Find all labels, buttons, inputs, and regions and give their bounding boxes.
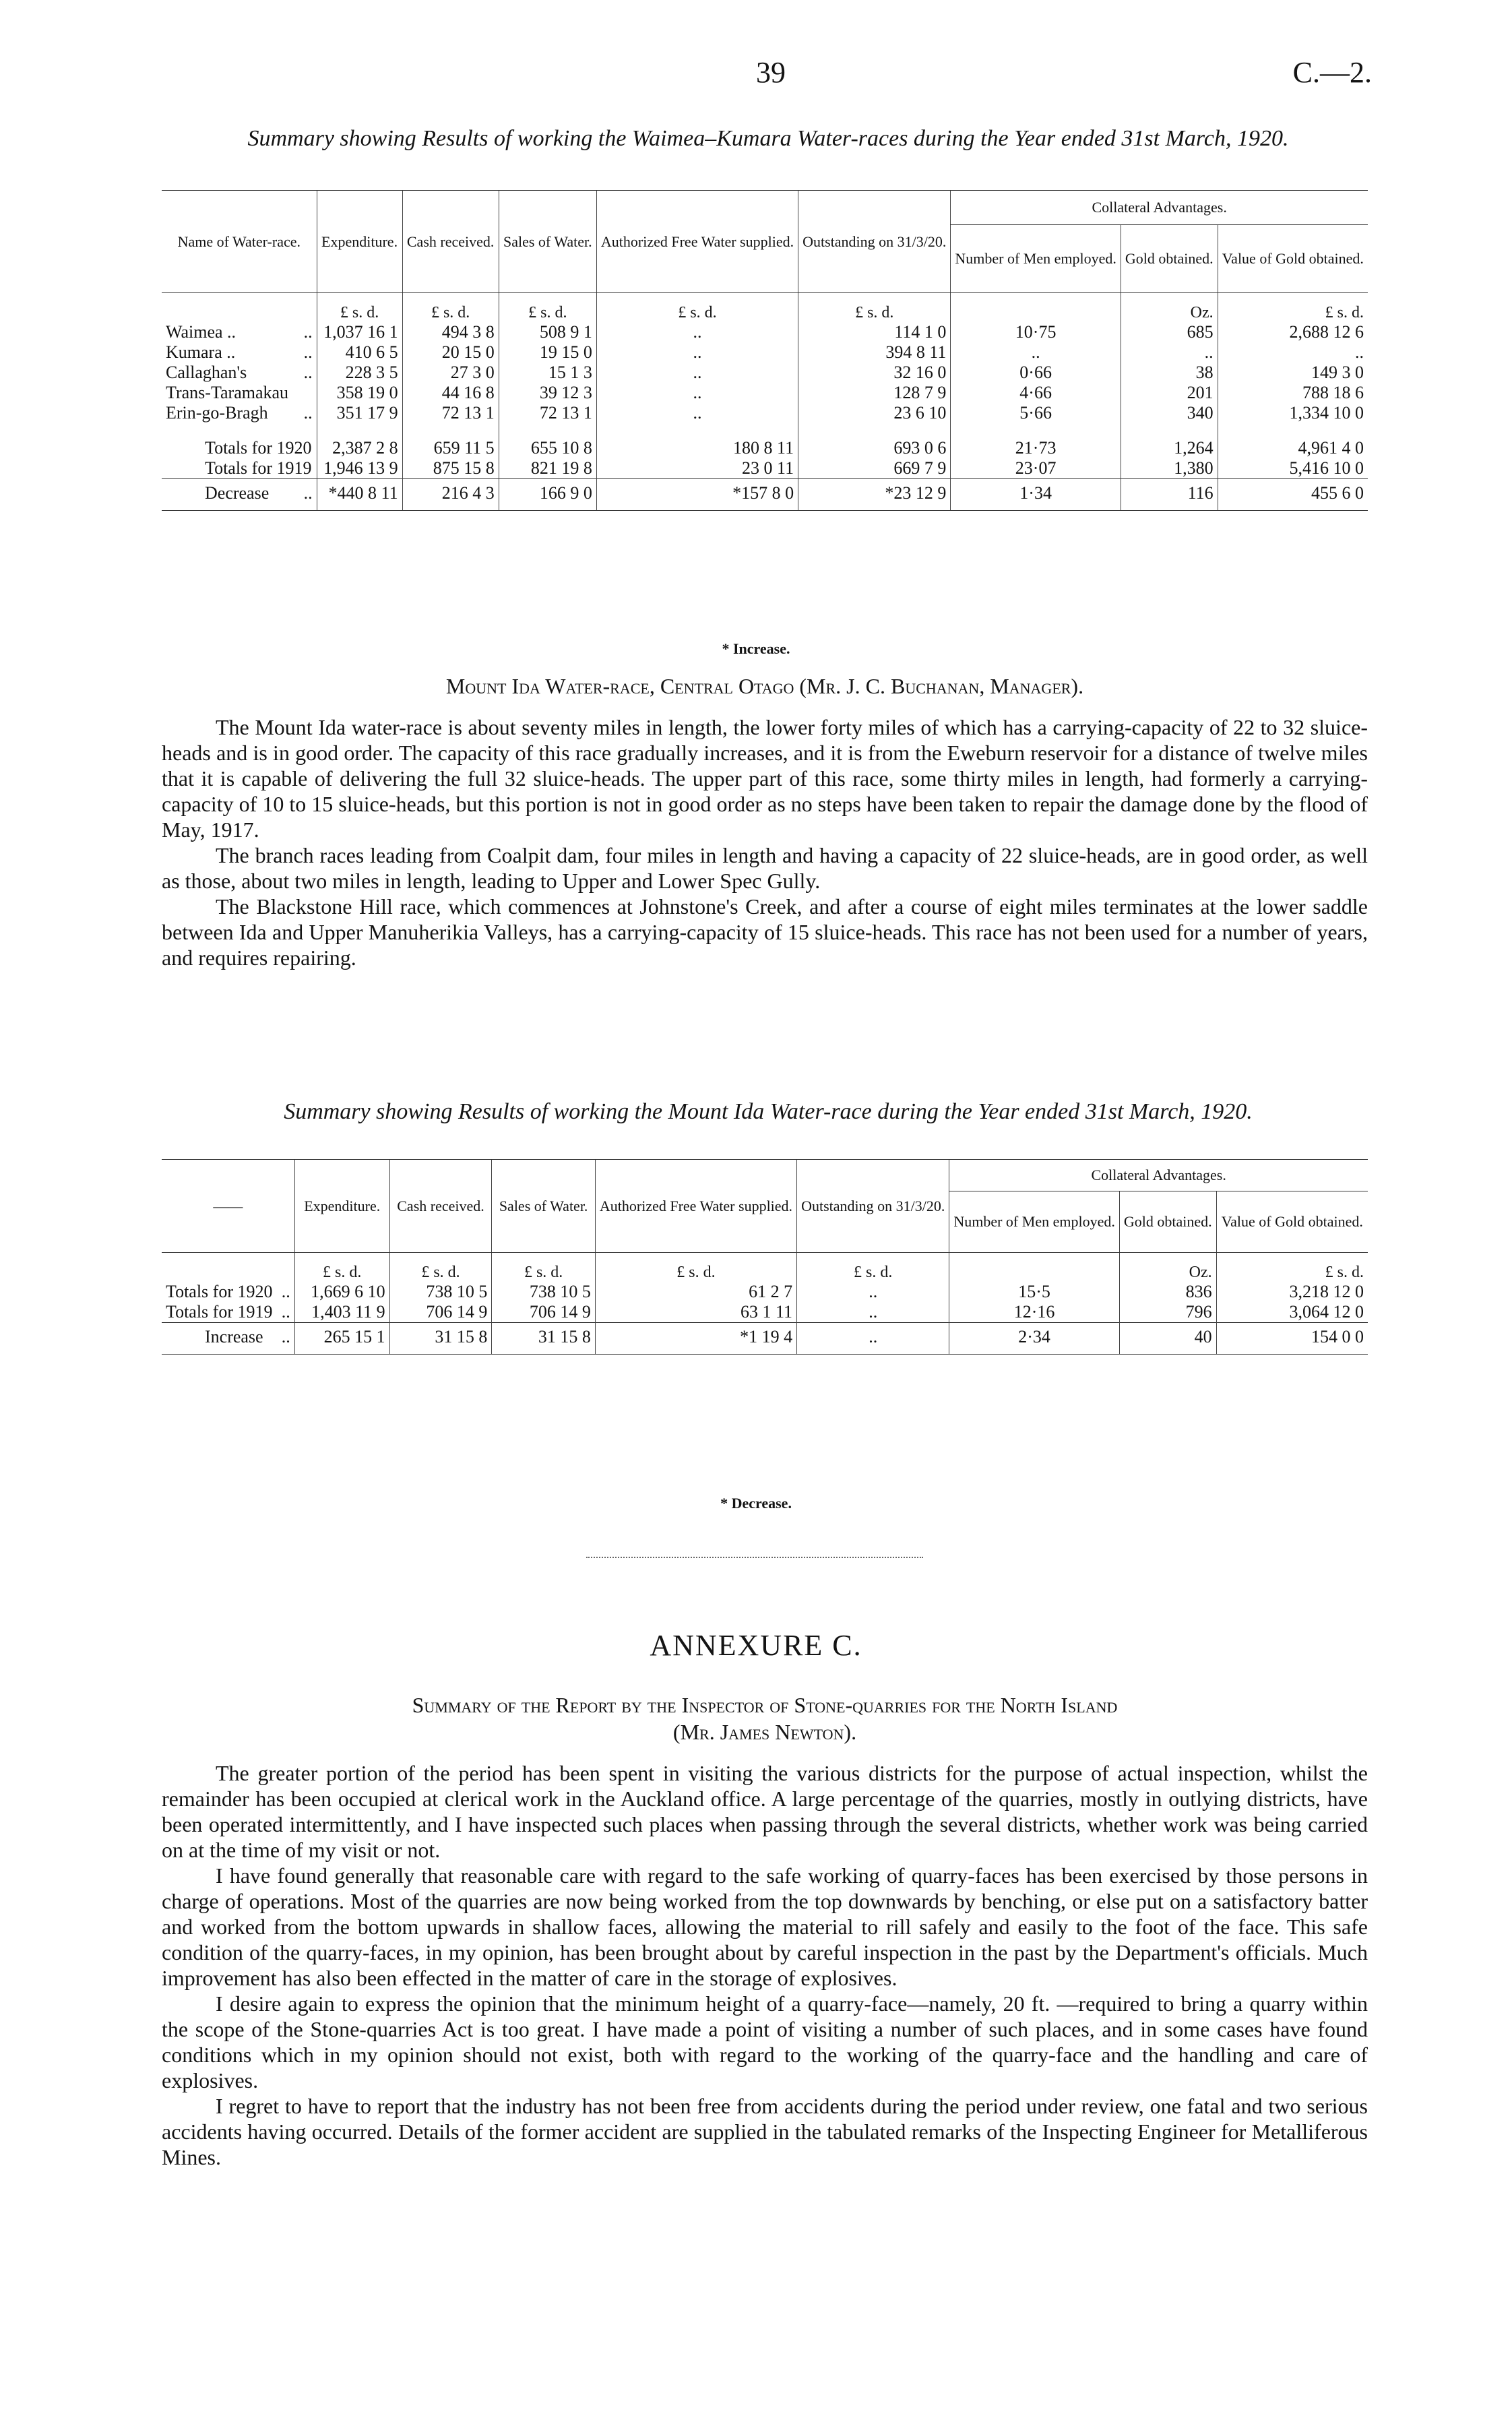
row-label: Trans-Taramakau (166, 383, 289, 402)
cell-gold: 38 (1121, 363, 1218, 383)
cell-authorized: *1 19 4 (595, 1323, 796, 1355)
cell-value: 1,334 10 0 (1218, 403, 1368, 423)
cell-men: 0·66 (951, 363, 1121, 383)
cell-authorized: .. (596, 383, 798, 403)
cell-sales: 166 9 0 (499, 479, 596, 511)
paragraph: The Blackstone Hill race, which commences at Johnstone's Creek, and after a course of eight miles terminates at the lower saddle between Ida and Upper Manuherikia Valleys, has a carrying-capacity of 15 sluice-heads. This race has not been used for a number of years, and requires repairing. (162, 894, 1368, 970)
totals-row (162, 438, 1368, 458)
units-row (162, 1253, 1368, 1282)
cell-gold: 836 (1119, 1282, 1216, 1302)
header-name: —— (162, 1160, 294, 1253)
units-row (162, 293, 1368, 323)
cell-expenditure: 410 6 5 (317, 342, 402, 363)
table-row (162, 342, 1368, 363)
table-row (162, 403, 1368, 423)
page-number: 39 (756, 56, 786, 89)
mount-ida-table (162, 1159, 1368, 1355)
section-divider (586, 1557, 923, 1558)
cell-men: 12·16 (949, 1302, 1120, 1323)
header-collateral: Collateral Advantages. (951, 191, 1368, 225)
row-label: Decrease .. (162, 479, 317, 511)
row-label: Totals for 1919 .. (166, 1302, 290, 1322)
cell-gold: 201 (1121, 383, 1218, 403)
unit: £ s. d. (595, 1253, 796, 1282)
annexure-subtitle: Summary of the Report by the Inspector of Stone-quarries for the North Island (412, 1693, 1118, 1717)
table2-footnote: * Decrease. (720, 1495, 792, 1512)
mount-ida-body (162, 714, 1368, 970)
cell-cash: 659 11 5 (402, 438, 499, 458)
table1-title: Summary showing Results of working the Waimea–Kumara Water-races during the Year ended 31st March, 1920. (247, 126, 1289, 151)
unit: £ s. d. (596, 293, 798, 323)
cell-sales: 655 10 8 (499, 438, 596, 458)
header-gold: Gold obtained. (1121, 225, 1218, 293)
cell-cash: 72 13 1 (402, 403, 499, 423)
table-row (162, 363, 1368, 383)
cell-men: 21·73 (951, 438, 1121, 458)
totals-row (162, 458, 1368, 479)
cell-cash: 738 10 5 (389, 1282, 492, 1302)
cell-sales: 706 14 9 (492, 1302, 596, 1323)
unit: £ s. d. (402, 293, 499, 323)
cell-gold: 1,264 (1121, 438, 1218, 458)
row-label: Erin-go-Bragh .. (166, 403, 313, 423)
paragraph: I desire again to express the opinion that the minimum height of a quarry-face—namely, 20 ft. —required to bring a quarry within the scope of the Stone-quarries Act is too great. I have made a point of visiting a number of such places, and in some cases have found conditions which in my opinion should not exist, both with regard to the working of the quarry-face and the handling and care of explosives. (162, 1991, 1368, 2092)
cell-cash: 216 4 3 (402, 479, 499, 511)
cell-cash: 31 15 8 (389, 1323, 492, 1355)
row-label: Totals for 1920 .. (166, 1282, 290, 1301)
cell-expenditure: 228 3 5 (317, 363, 402, 383)
header-men: Number of Men employed. (949, 1191, 1120, 1253)
cell-expenditure: 351 17 9 (317, 403, 402, 423)
cell-men: 10·75 (951, 322, 1121, 342)
header-sales: Sales of Water. (499, 191, 596, 293)
cell-sales: 15 1 3 (499, 363, 596, 383)
header-authorized: Authorized Free Water supplied. (596, 191, 798, 293)
cell-men: 23·07 (951, 458, 1121, 479)
cell-authorized: 63 1 11 (595, 1302, 796, 1323)
cell-cash: 494 3 8 (402, 322, 499, 342)
row-label: Callaghan's .. (166, 363, 313, 382)
cell-outstanding: .. (797, 1282, 949, 1302)
cell-authorized: 61 2 7 (595, 1282, 796, 1302)
cell-authorized: .. (596, 363, 798, 383)
header-sales: Sales of Water. (492, 1160, 596, 1253)
document-reference: C.—2. (1292, 56, 1372, 89)
cell-outstanding: 128 7 9 (798, 383, 951, 403)
cell-outstanding: 23 6 10 (798, 403, 951, 423)
cell-value: 154 0 0 (1216, 1323, 1368, 1355)
cell-value: 3,218 12 0 (1216, 1282, 1368, 1302)
cell-men: 15·5 (949, 1282, 1120, 1302)
table1-footnote: * Increase. (722, 640, 790, 657)
cell-outstanding: 114 1 0 (798, 322, 951, 342)
header-men: Number of Men employed. (951, 225, 1121, 293)
header-expenditure: Expenditure. (294, 1160, 389, 1253)
cell-gold: 685 (1121, 322, 1218, 342)
cell-gold: 116 (1121, 479, 1218, 511)
cell-men: .. (951, 342, 1121, 363)
table-row (162, 383, 1368, 403)
paragraph: I have found generally that reasonable care with regard to the safe working of quarry-faces has been exercised by those persons in charge of operations. Most of the quarries are now being worked from the top downwards by benching, or else put on a satisfactory batter and worked from the bottom upwards in shallow faces, allowing the material to rill safely and easily to the foot of the face. This safe condition of the quarry-faces, in my opinion, has been brought about by careful inspection in the past by the Department's officials. Much improvement has also been effected in the matter of care in the storage of explosives. (162, 1863, 1368, 1990)
unit: £ s. d. (1218, 293, 1368, 323)
cell-sales: 508 9 1 (499, 322, 596, 342)
annexure-subtitle-name: (Mr. James Newton). (672, 1720, 857, 1744)
cell-cash: 706 14 9 (389, 1302, 492, 1323)
cell-value: 2,688 12 6 (1218, 322, 1368, 342)
unit: £ s. d. (499, 293, 596, 323)
cell-authorized: 23 0 11 (596, 458, 798, 479)
cell-expenditure: 1,669 6 10 (294, 1282, 389, 1302)
cell-expenditure: 358 19 0 (317, 383, 402, 403)
cell-cash: 44 16 8 (402, 383, 499, 403)
header-outstanding: Outstanding on 31/3/20. (797, 1160, 949, 1253)
cell-authorized: .. (596, 403, 798, 423)
table-row (162, 322, 1368, 342)
increase-row (162, 1323, 1368, 1355)
unit (949, 1253, 1120, 1282)
cell-sales: 72 13 1 (499, 403, 596, 423)
header-name: Name of Water-race. (162, 191, 317, 293)
header-gold: Gold obtained. (1119, 1191, 1216, 1253)
table2-title: Summary showing Results of working the Mount Ida Water-race during the Year ended 31st March, 1920. (284, 1099, 1253, 1124)
cell-men: 1·34 (951, 479, 1121, 511)
unit: Oz. (1121, 293, 1218, 323)
cell-cash: 875 15 8 (402, 458, 499, 479)
unit: £ s. d. (492, 1253, 596, 1282)
cell-men: 5·66 (951, 403, 1121, 423)
cell-sales: 31 15 8 (492, 1323, 596, 1355)
annexure-title: ANNEXURE C. (650, 1629, 862, 1662)
totals-row (162, 1302, 1368, 1323)
unit (951, 293, 1121, 323)
paragraph: The branch races leading from Coalpit dam, four miles in length and having a capacity of 22 sluice-heads, are in good order, as well as those, about two miles in length, leading to Upper and Lower Spec Gully. (162, 843, 1368, 893)
cell-outstanding: 394 8 11 (798, 342, 951, 363)
cell-expenditure: 1,946 13 9 (317, 458, 402, 479)
row-label: Waimea .. .. (166, 322, 313, 342)
cell-authorized: .. (596, 322, 798, 342)
cell-gold: 796 (1119, 1302, 1216, 1323)
header-cash: Cash received. (389, 1160, 492, 1253)
cell-expenditure: *440 8 11 (317, 479, 402, 511)
header-collateral: Collateral Advantages. (949, 1160, 1368, 1191)
row-label: Totals for 1919 (205, 458, 312, 478)
unit: £ s. d. (1216, 1253, 1368, 1282)
cell-outstanding: 693 0 6 (798, 438, 951, 458)
cell-outstanding: 669 7 9 (798, 458, 951, 479)
header-expenditure: Expenditure. (317, 191, 402, 293)
decrease-row (162, 479, 1368, 511)
unit: Oz. (1119, 1253, 1216, 1282)
cell-cash: 20 15 0 (402, 342, 499, 363)
unit: £ s. d. (294, 1253, 389, 1282)
header-cash: Cash received. (402, 191, 499, 293)
cell-value: 3,064 12 0 (1216, 1302, 1368, 1323)
mount-ida-heading: Mount Ida Water-race, Central Otago (Mr. J. C. Buchanan, Manager). (445, 674, 1084, 698)
cell-value: 455 6 0 (1218, 479, 1368, 511)
cell-authorized: 180 8 11 (596, 438, 798, 458)
cell-gold: 1,380 (1121, 458, 1218, 479)
row-label: Kumara .. .. (166, 342, 313, 362)
cell-outstanding: .. (797, 1323, 949, 1355)
cell-gold: .. (1121, 342, 1218, 363)
cell-sales: 39 12 3 (499, 383, 596, 403)
annexure-body (162, 1760, 1368, 2170)
header-value: Value of Gold obtained. (1216, 1191, 1368, 1253)
header-authorized: Authorized Free Water supplied. (595, 1160, 796, 1253)
cell-men: 2·34 (949, 1323, 1120, 1355)
cell-gold: 40 (1119, 1323, 1216, 1355)
row-label: Increase .. (162, 1323, 294, 1355)
cell-authorized: .. (596, 342, 798, 363)
totals-row (162, 1282, 1368, 1302)
cell-value: 4,961 4 0 (1218, 438, 1368, 458)
cell-value: .. (1218, 342, 1368, 363)
row-label: Totals for 1920 (205, 438, 312, 458)
cell-gold: 340 (1121, 403, 1218, 423)
cell-cash: 27 3 0 (402, 363, 499, 383)
unit: £ s. d. (798, 293, 951, 323)
paragraph: I regret to have to report that the industry has not been free from accidents during the period under review, one fatal and two serious accidents having occurred. Details of the former accident are supplied in the tabulated remarks of the Inspecting Engineer for Metalliferous Mines. (162, 2094, 1368, 2169)
paragraph: The Mount Ida water-race is about seventy miles in length, the lower forty miles of which has a carrying-capacity of 22 to 32 sluice-heads and is in good order. The capacity of this race gradually increases, and it is from the Eweburn reservoir for a distance of twelve miles that it is capable of delivering the full 32 sluice-heads. The upper part of this race, some thirty miles in length, had formerly a carrying-capacity of 10 to 15 sluice-heads, but this portion is not in good order as no steps have been taken to repair the damage done by the flood of May, 1917. (162, 715, 1368, 842)
paragraph: The greater portion of the period has been spent in visiting the various districts for the purpose of actual inspection, whilst the remainder has been occupied at clerical work in the Auckland office. A large percentage of the quarries, mostly in outlying districts, have been operated intermittently, and I have inspected such places when passing through the several districts, whether work was being carried on at the time of my visit or not. (162, 1761, 1368, 1862)
header-outstanding: Outstanding on 31/3/20. (798, 191, 951, 293)
cell-value: 5,416 10 0 (1218, 458, 1368, 479)
cell-outstanding: 32 16 0 (798, 363, 951, 383)
cell-expenditure: 2,387 2 8 (317, 438, 402, 458)
cell-men: 4·66 (951, 383, 1121, 403)
cell-authorized: *157 8 0 (596, 479, 798, 511)
cell-sales: 19 15 0 (499, 342, 596, 363)
cell-sales: 821 19 8 (499, 458, 596, 479)
header-value: Value of Gold obtained. (1218, 225, 1368, 293)
cell-expenditure: 265 15 1 (294, 1323, 389, 1355)
unit: £ s. d. (317, 293, 402, 323)
cell-outstanding: .. (797, 1302, 949, 1323)
cell-value: 788 18 6 (1218, 383, 1368, 403)
cell-expenditure: 1,403 11 9 (294, 1302, 389, 1323)
cell-outstanding: *23 12 9 (798, 479, 951, 511)
waimea-kumara-table (162, 190, 1368, 511)
unit: £ s. d. (389, 1253, 492, 1282)
unit: £ s. d. (797, 1253, 949, 1282)
cell-sales: 738 10 5 (492, 1282, 596, 1302)
page-header (0, 55, 1512, 96)
cell-expenditure: 1,037 16 1 (317, 322, 402, 342)
cell-value: 149 3 0 (1218, 363, 1368, 383)
